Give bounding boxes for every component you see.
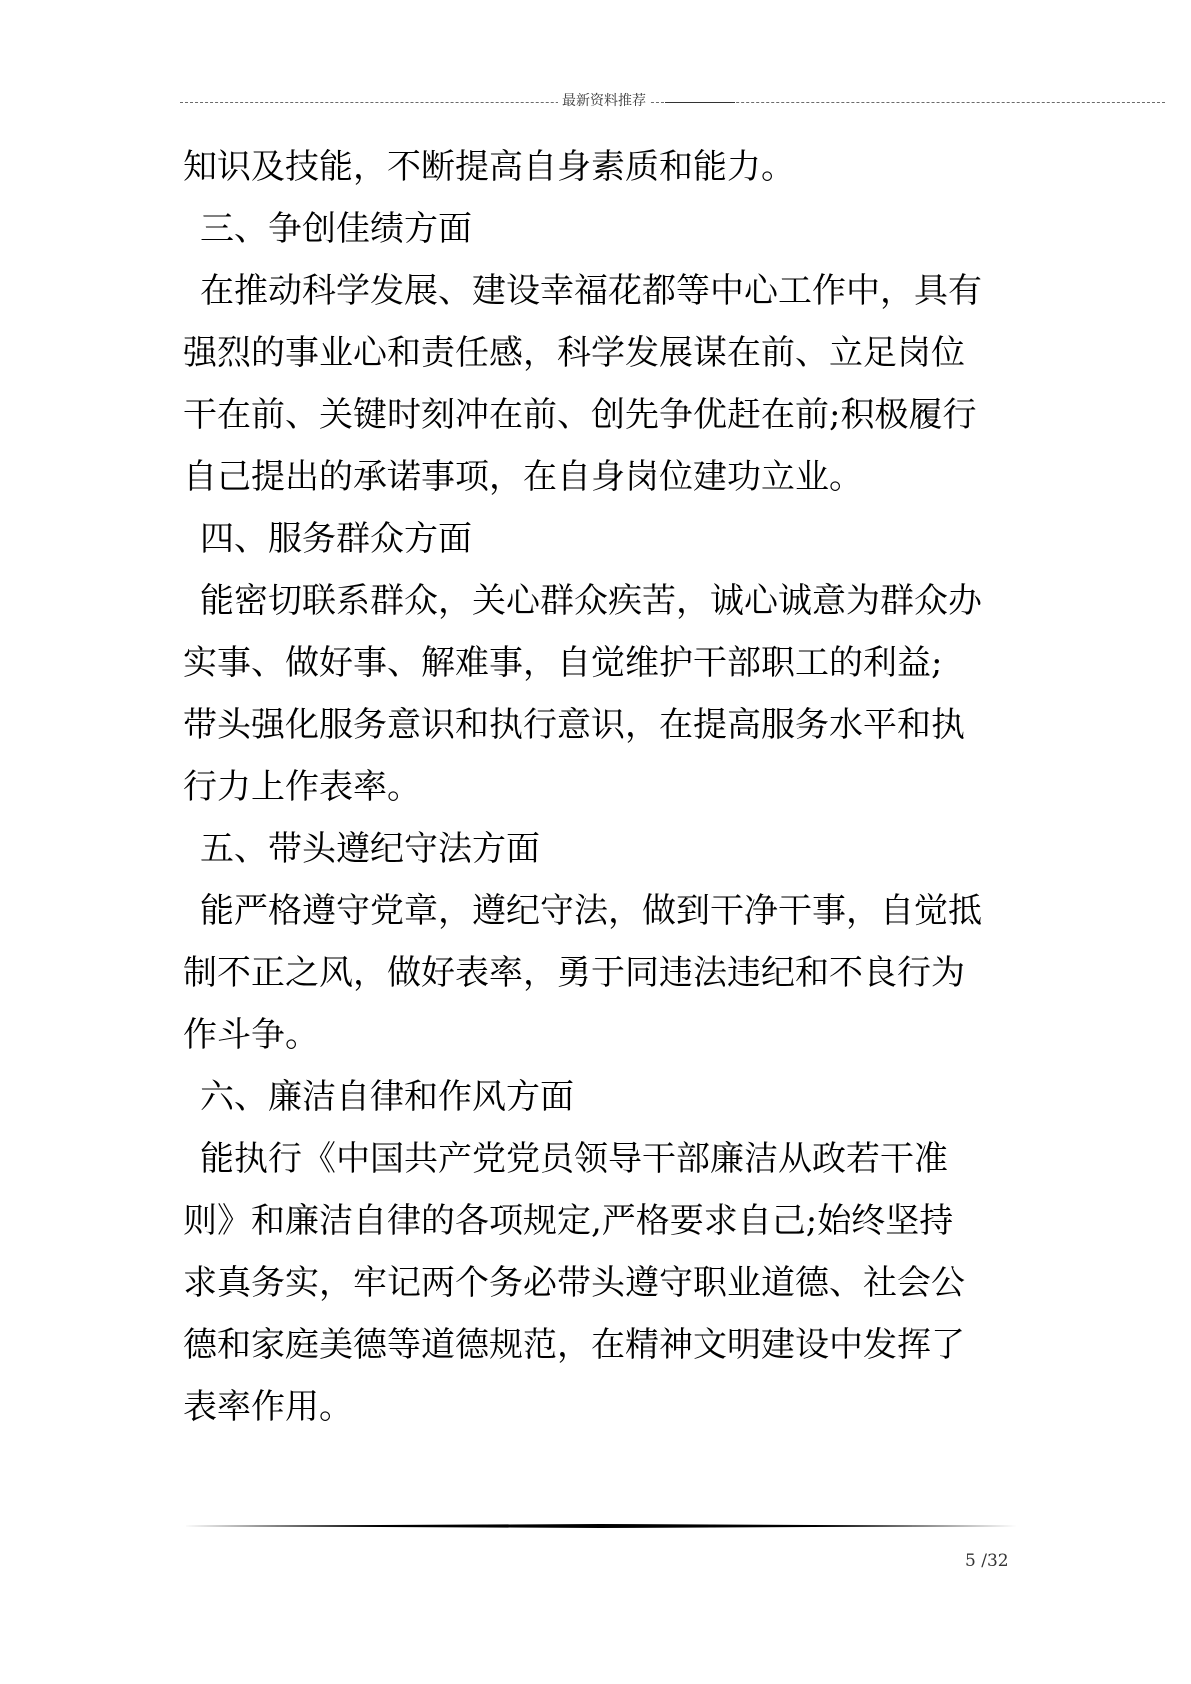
body-line: 能密切联系群众，关心群众疾苦，诚心诚意为群众办 [200, 581, 982, 621]
section-heading: 四、服务群众方面 [200, 519, 472, 559]
body-line: 自己提出的承诺事项，在自身岗位建功立业。 [183, 457, 863, 497]
section-heading: 三、争创佳绩方面 [200, 209, 472, 249]
body-line: 则》和廉洁自律的各项规定,严格要求自己;始终坚持 [183, 1201, 954, 1241]
body-line: 制不正之风，做好表率，勇于同违法违纪和不良行为 [183, 953, 965, 993]
page-number: 5 /32 [965, 1551, 1009, 1571]
footer-rule-shape [183, 1524, 1018, 1528]
body-line: 知识及技能，不断提高自身素质和能力。 [183, 147, 795, 187]
body-line: 作斗争。 [183, 1015, 319, 1055]
footer-rule [183, 1524, 1018, 1528]
body-line: 能严格遵守党章，遵纪守法，做到干净干事，自觉抵 [200, 891, 982, 931]
body-line: 行力上作表率。 [183, 767, 421, 807]
section-heading: 五、带头遵纪守法方面 [200, 829, 540, 869]
body-line: 在推动科学发展、建设幸福花都等中心工作中，具有 [200, 271, 982, 311]
body-line: 求真务实，牢记两个务必带头遵守职业道德、社会公 [183, 1263, 965, 1303]
body-line: 德和家庭美德等道德规范，在精神文明建设中发挥了 [183, 1325, 965, 1365]
body-line: 带头强化服务意识和执行意识，在提高服务水平和执 [183, 705, 965, 745]
body-line: 干在前、关键时刻冲在前、创先争优赶在前;积极履行 [183, 395, 977, 435]
body-line: 表率作用。 [183, 1387, 353, 1427]
header-solid-segment [665, 102, 735, 103]
section-heading: 六、廉洁自律和作风方面 [200, 1077, 574, 1117]
header-title: 最新资料推荐 [558, 91, 650, 111]
body-line: 实事、做好事、解难事，自觉维护干部职工的利益; [183, 643, 943, 683]
document-body [183, 136, 1018, 1438]
body-line: 强烈的事业心和责任感，科学发展谋在前、立足岗位 [183, 333, 965, 373]
body-line: 能执行《中国共产党党员领导干部廉洁从政若干准 [200, 1139, 948, 1179]
